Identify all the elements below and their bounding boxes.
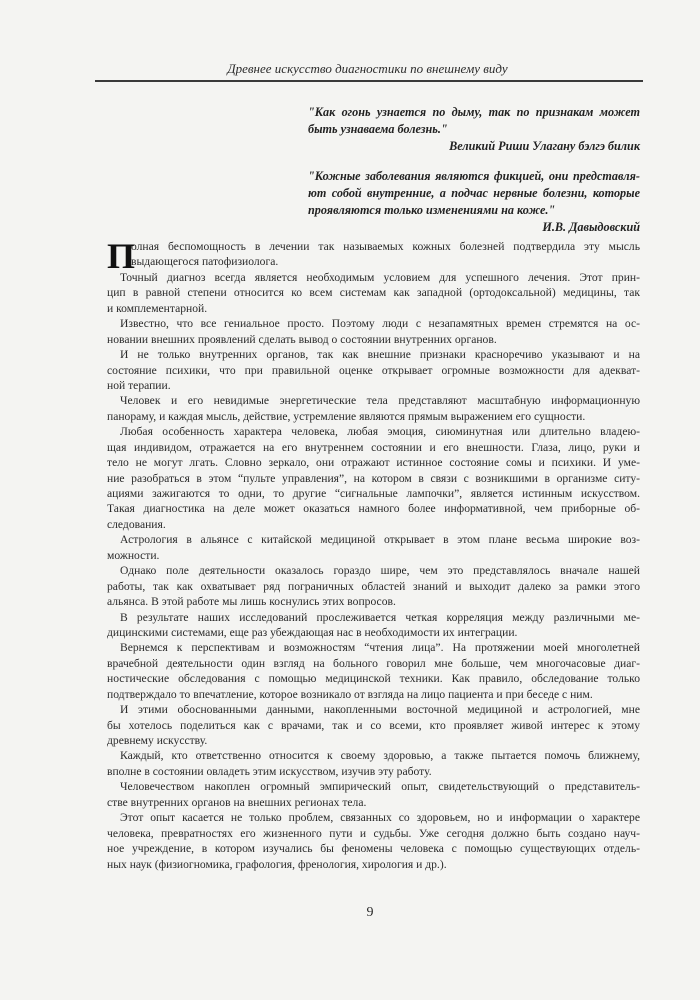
text-line: Каждый, кто ответственно относится к своему здоровью, а также пытается помочь ближнему, (120, 749, 640, 763)
text-line: Известно, что все гениальное просто. Поэтому люди с незапамятных времен стремятся на ос- (120, 317, 640, 331)
text-line: ностические обследования с помощью медицинской техники. Как правило, обследование только (107, 672, 640, 686)
paragraph (107, 702, 640, 748)
text-line: Точный диагноз всегда является необходимым условием для успешного лечения. Этот прин- (120, 270, 640, 284)
body-text (107, 236, 640, 872)
text-line: Такая диагностика на деле может оказаться намного более информативной, чем приборные об- (107, 502, 640, 516)
paragraph (107, 347, 640, 393)
text-line: панораму, и каждая мысль, действие, устремление являются прямым выражением его сущности. (107, 409, 586, 423)
text-line: Астрология в альянсе с китайской медициной открывает в этом плане весьма широкие воз- (120, 533, 640, 547)
running-header: Древнее искусство диагностики по внешнему виду (227, 61, 508, 76)
text-line: дицинскими системами, еще раз убеждающая нас в необходимости их интеграции. (107, 625, 518, 639)
text-line: И не только внутренних органов, так как внешние признаки красноречиво указывают и на (120, 348, 640, 362)
text-line: выдающегося патофизиолога. (131, 255, 279, 269)
text-line: тело не могут лгать. Словно зеркало, они отражают истинное состояние сомы и психики. И уме- (107, 456, 640, 470)
text-line: щая индивидом, отражается на его внутреннем состоянии и его внешности. Глаза, лицо, руки и (107, 440, 640, 454)
text-line: врачебной деятельности один взгляд на больного говорил мне больше, чем многочасовые диаг- (107, 656, 640, 670)
text-line: стве внутренних органов на внешних регионах тела. (107, 795, 367, 809)
text-line: ных наук (физиогномика, графология, френология, хирология и др.). (107, 857, 447, 871)
text-line: вполне в состоянии овладеть этим искусством, изучив эту работу. (107, 764, 432, 778)
text-line: В результате наших исследований прослеживается четкая корреляция между различными ме- (120, 610, 640, 624)
paragraph (107, 532, 640, 563)
paragraph (107, 563, 640, 609)
text-line: Этот опыт касается не только проблем, связанных со здоровьем, но и информации о характере (120, 811, 640, 825)
text-line: человека, превратностях его жизненного пути и судьбы. Уже сегодня должно быть создано науч- (107, 826, 640, 840)
epigraph-line: проявляются только изменениями на коже." (308, 203, 556, 217)
paragraph (107, 424, 640, 532)
epigraph-line: "Как огонь узнается по дыму, так по признакам может (308, 105, 640, 119)
header-rule (95, 80, 643, 82)
drop-cap: П (107, 236, 136, 276)
epigraph-line: быть узнаваема болезнь." (308, 122, 448, 136)
epigraph-1 (308, 104, 640, 155)
paragraph (107, 779, 640, 810)
text-line: ациями зажигаются то одни, то другие “сигнальные лампочки”, является истинным искусством. (107, 487, 640, 500)
text-line: Вернемся к перспективам и возможностям “чтения лица”. На протяжении моей многолетней (120, 641, 640, 655)
text-line: Однако поле деятельности оказалось гораздо шире, чем это представлялось вначале нашей (120, 564, 640, 578)
text-line: новании внешних проявлений сделать вывод о состоянии внутренних органов. (107, 332, 497, 346)
text-line: ние разобраться в этом “пульте управления”, на котором в связи с возникшими в организме ситу- (107, 471, 640, 485)
epigraph-line: ют собой внутренние, а подчас нервные болезни, которые (308, 186, 640, 200)
text-line: можности. (107, 548, 160, 562)
epigraph-line: "Кожные заболевания являются фикцией, они представля- (308, 169, 640, 183)
paragraph (107, 236, 640, 276)
paragraph (107, 640, 640, 702)
text-line: Человечеством накоплен огромный эмпирический опыт, свидетельствующий о представитель- (120, 780, 640, 794)
text-line: состояние психики, что при правильной оценке открывает огромные возможности для адекват- (107, 363, 640, 377)
text-line: подтверждало то впечатление, которое возникало от взгляда на лицо пациента и при беседе с ним. (107, 687, 593, 701)
text-line: бы хотелось поделиться как с врачами, так и со всеми, кто проявляет живой интерес к этому (107, 718, 640, 732)
paragraph (107, 393, 640, 424)
text-line: Любая особенность характера человека, любая эмоция, сиюминутная или длительно владею- (120, 425, 640, 439)
paragraph (107, 748, 640, 779)
epigraph-author: Великий Риши Улагану бэлгэ билик (449, 139, 640, 153)
paragraph (107, 316, 640, 347)
text-line: следования. (107, 517, 166, 531)
text-line: ной терапии. (107, 378, 171, 392)
text-line: олная беспомощность в лечении так называемых кожных болезней подтвердила эту мысль (131, 240, 640, 253)
text-line: и комплементарной. (107, 301, 208, 315)
paragraph (107, 270, 640, 316)
page-number: 9 (366, 905, 374, 920)
text-line: альянса. В этой работе мы лишь коснулись этих вопросов. (107, 595, 396, 609)
text-line: работы, так как охватывает ряд пограничных областей знаний и выходит далеко за рамки этого (107, 579, 640, 593)
epigraph-2 (308, 168, 640, 236)
epigraph-author: И.В. Давыдовский (542, 220, 640, 234)
text-line: древнему искусству. (107, 734, 208, 747)
text-line: Человек и его невидимые энергетические тела представляют масштабную информационную (120, 394, 640, 408)
text-line: ное учреждение, в котором изучались бы феномены человека с помощью существующих отдель- (107, 842, 640, 856)
paragraph (107, 610, 640, 641)
text-line: И этими обоснованными данными, накопленными восточной медициной и астрологией, мне (120, 703, 640, 717)
paragraph (107, 810, 640, 872)
text-line: цип в равной степени относится ко всем системам как западной (ортодоксальной) медицины, так (107, 286, 640, 300)
